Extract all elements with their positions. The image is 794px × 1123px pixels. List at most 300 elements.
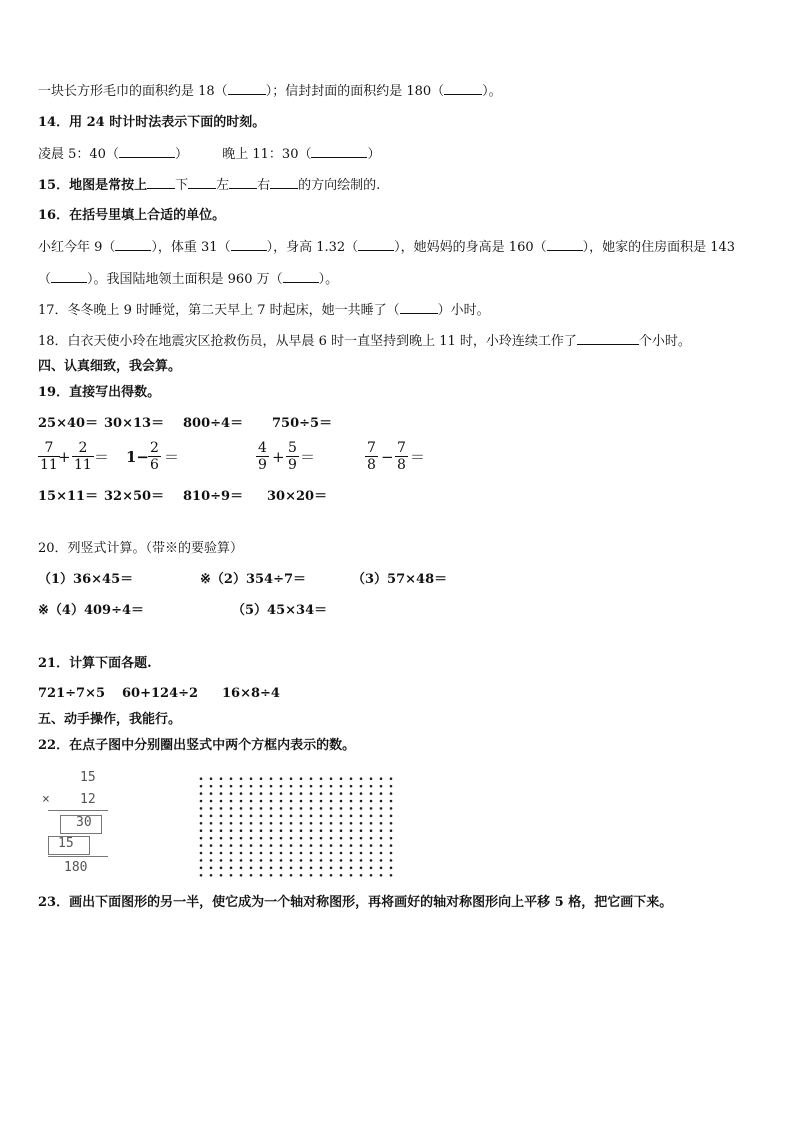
grid-dot[interactable]: [250, 852, 253, 855]
grid-dot[interactable]: [250, 815, 253, 818]
grid-dot[interactable]: [330, 807, 333, 810]
grid-dot[interactable]: [370, 852, 373, 855]
grid-dot[interactable]: [270, 792, 273, 795]
grid-dot[interactable]: [380, 859, 383, 862]
q14-answers: 凌晨 5：40（ ） 晚上 11：30（ ）: [38, 147, 381, 162]
grid-dot[interactable]: [320, 844, 323, 847]
grid-dot[interactable]: [310, 822, 313, 825]
grid-dot[interactable]: [350, 815, 353, 818]
grid-dot[interactable]: [360, 852, 363, 855]
grid-dot[interactable]: [280, 844, 283, 847]
grid-dot[interactable]: [240, 867, 243, 870]
grid-dot[interactable]: [360, 815, 363, 818]
grid-dot[interactable]: [210, 822, 213, 825]
grid-dot[interactable]: [380, 822, 383, 825]
grid-dot[interactable]: [230, 874, 233, 877]
grid-dot[interactable]: [310, 874, 313, 877]
grid-dot[interactable]: [280, 815, 283, 818]
answer-blank[interactable]: [231, 238, 267, 251]
grid-dot[interactable]: [350, 807, 353, 810]
grid-dot[interactable]: [370, 867, 373, 870]
grid-dot[interactable]: [240, 792, 243, 795]
grid-dot[interactable]: [340, 852, 343, 855]
grid-dot[interactable]: [290, 874, 293, 877]
grid-dot[interactable]: [320, 837, 323, 840]
grid-dot[interactable]: [260, 822, 263, 825]
grid-dot[interactable]: [280, 859, 283, 862]
grid-dot[interactable]: [210, 829, 213, 832]
grid-dot[interactable]: [210, 785, 213, 788]
grid-dot[interactable]: [200, 874, 203, 877]
grid-dot[interactable]: [380, 777, 383, 780]
grid-dot[interactable]: [330, 874, 333, 877]
grid-dot[interactable]: [220, 792, 223, 795]
grid-dot[interactable]: [230, 800, 233, 803]
grid-dot[interactable]: [200, 859, 203, 862]
grid-dot[interactable]: [260, 777, 263, 780]
grid-dot[interactable]: [340, 859, 343, 862]
grid-dot[interactable]: [260, 852, 263, 855]
grid-dot[interactable]: [350, 785, 353, 788]
grid-dot[interactable]: [260, 785, 263, 788]
grid-dot[interactable]: [370, 822, 373, 825]
grid-dot[interactable]: [300, 874, 303, 877]
grid-dot[interactable]: [350, 837, 353, 840]
grid-dot[interactable]: [300, 829, 303, 832]
grid-dot[interactable]: [350, 852, 353, 855]
grid-dot[interactable]: [340, 800, 343, 803]
grid-dot[interactable]: [270, 785, 273, 788]
grid-dot[interactable]: [270, 852, 273, 855]
grid-dot[interactable]: [300, 800, 303, 803]
grid-dot[interactable]: [380, 807, 383, 810]
grid-dot[interactable]: [260, 874, 263, 877]
grid-dot[interactable]: [320, 815, 323, 818]
grid-dot[interactable]: [290, 837, 293, 840]
grid-dot[interactable]: [350, 874, 353, 877]
grid-dot[interactable]: [260, 837, 263, 840]
grid-dot[interactable]: [320, 859, 323, 862]
grid-dot[interactable]: [220, 859, 223, 862]
grid-dot[interactable]: [220, 844, 223, 847]
grid-dot[interactable]: [370, 777, 373, 780]
grid-dot[interactable]: [300, 859, 303, 862]
grid-dot[interactable]: [350, 859, 353, 862]
grid-dot[interactable]: [330, 867, 333, 870]
grid-dot[interactable]: [210, 807, 213, 810]
grid-dot[interactable]: [310, 859, 313, 862]
grid-dot[interactable]: [380, 844, 383, 847]
answer-blank[interactable]: [311, 145, 367, 158]
grid-dot[interactable]: [240, 844, 243, 847]
grid-dot[interactable]: [290, 777, 293, 780]
grid-dot[interactable]: [250, 807, 253, 810]
grid-dot[interactable]: [300, 852, 303, 855]
grid-dot[interactable]: [210, 777, 213, 780]
grid-dot[interactable]: [270, 859, 273, 862]
grid-dot[interactable]: [310, 785, 313, 788]
grid-dot[interactable]: [310, 852, 313, 855]
grid-dot[interactable]: [380, 800, 383, 803]
grid-dot[interactable]: [360, 800, 363, 803]
grid-dot[interactable]: [220, 867, 223, 870]
grid-dot[interactable]: [310, 800, 313, 803]
grid-dot[interactable]: [360, 874, 363, 877]
grid-dot[interactable]: [390, 800, 393, 803]
grid-dot[interactable]: [360, 785, 363, 788]
grid-dot[interactable]: [200, 867, 203, 870]
grid-dot[interactable]: [260, 859, 263, 862]
grid-dot[interactable]: [260, 800, 263, 803]
grid-dot[interactable]: [230, 837, 233, 840]
grid-dot[interactable]: [370, 800, 373, 803]
answer-blank[interactable]: [270, 176, 298, 189]
grid-dot[interactable]: [340, 874, 343, 877]
grid-dot[interactable]: [230, 822, 233, 825]
grid-dot[interactable]: [310, 807, 313, 810]
grid-dot[interactable]: [240, 822, 243, 825]
grid-dot[interactable]: [370, 829, 373, 832]
grid-dot[interactable]: [270, 777, 273, 780]
grid-dot[interactable]: [330, 852, 333, 855]
grid-dot[interactable]: [320, 829, 323, 832]
grid-dot[interactable]: [280, 807, 283, 810]
grid-dot[interactable]: [240, 777, 243, 780]
grid-dot[interactable]: [320, 867, 323, 870]
grid-dot[interactable]: [250, 829, 253, 832]
grid-dot[interactable]: [320, 800, 323, 803]
grid-dot[interactable]: [350, 867, 353, 870]
grid-dot[interactable]: [210, 837, 213, 840]
grid-dot[interactable]: [330, 792, 333, 795]
grid-dot[interactable]: [340, 829, 343, 832]
grid-dot[interactable]: [370, 859, 373, 862]
grid-dot[interactable]: [260, 844, 263, 847]
grid-dot[interactable]: [270, 800, 273, 803]
grid-dot[interactable]: [300, 822, 303, 825]
grid-dot[interactable]: [360, 859, 363, 862]
grid-dot[interactable]: [350, 829, 353, 832]
grid-dot[interactable]: [310, 815, 313, 818]
grid-dot[interactable]: [390, 859, 393, 862]
grid-dot[interactable]: [280, 785, 283, 788]
grid-dot[interactable]: [270, 829, 273, 832]
answer-blank[interactable]: [115, 238, 151, 251]
grid-dot[interactable]: [200, 815, 203, 818]
grid-dot[interactable]: [230, 829, 233, 832]
grid-dot[interactable]: [220, 829, 223, 832]
grid-dot[interactable]: [380, 874, 383, 877]
grid-dot[interactable]: [270, 837, 273, 840]
answer-blank[interactable]: [577, 332, 639, 345]
grid-dot[interactable]: [310, 837, 313, 840]
grid-dot[interactable]: [380, 837, 383, 840]
grid-dot[interactable]: [230, 792, 233, 795]
grid-dot[interactable]: [270, 822, 273, 825]
grid-dot[interactable]: [330, 829, 333, 832]
grid-dot[interactable]: [390, 867, 393, 870]
grid-dot[interactable]: [320, 852, 323, 855]
grid-dot[interactable]: [220, 777, 223, 780]
grid-dot[interactable]: [330, 785, 333, 788]
grid-dot[interactable]: [300, 792, 303, 795]
grid-dot[interactable]: [380, 852, 383, 855]
grid-dot[interactable]: [310, 792, 313, 795]
grid-dot[interactable]: [340, 837, 343, 840]
grid-dot[interactable]: [230, 859, 233, 862]
grid-dot[interactable]: [360, 777, 363, 780]
grid-dot[interactable]: [250, 800, 253, 803]
grid-dot[interactable]: [290, 800, 293, 803]
grid-dot[interactable]: [290, 792, 293, 795]
grid-dot[interactable]: [280, 800, 283, 803]
grid-dot[interactable]: [250, 859, 253, 862]
grid-dot[interactable]: [270, 874, 273, 877]
grid-dot[interactable]: [240, 874, 243, 877]
grid-dot[interactable]: [250, 874, 253, 877]
grid-dot[interactable]: [290, 822, 293, 825]
grid-dot[interactable]: [210, 815, 213, 818]
grid-dot[interactable]: [290, 852, 293, 855]
grid-dot[interactable]: [220, 822, 223, 825]
grid-dot[interactable]: [290, 844, 293, 847]
grid-dot[interactable]: [200, 852, 203, 855]
answer-blank[interactable]: [228, 82, 266, 95]
grid-dot[interactable]: [350, 777, 353, 780]
grid-dot[interactable]: [380, 815, 383, 818]
grid-dot[interactable]: [270, 867, 273, 870]
grid-dot[interactable]: [350, 844, 353, 847]
section-4-heading: 四、认真细致，我会算。: [38, 359, 182, 374]
grid-dot[interactable]: [240, 837, 243, 840]
grid-dot[interactable]: [300, 815, 303, 818]
grid-dot[interactable]: [330, 822, 333, 825]
grid-dot[interactable]: [320, 874, 323, 877]
grid-dot[interactable]: [390, 777, 393, 780]
answer-blank[interactable]: [400, 301, 438, 314]
grid-dot[interactable]: [340, 822, 343, 825]
grid-dot[interactable]: [210, 852, 213, 855]
grid-dot[interactable]: [330, 844, 333, 847]
grid-dot[interactable]: [390, 785, 393, 788]
grid-dot[interactable]: [260, 815, 263, 818]
grid-dot[interactable]: [250, 837, 253, 840]
grid-dot[interactable]: [360, 792, 363, 795]
grid-dot[interactable]: [220, 807, 223, 810]
grid-dot[interactable]: [320, 792, 323, 795]
answer-blank[interactable]: [147, 176, 175, 189]
answer-blank[interactable]: [51, 270, 87, 283]
grid-dot[interactable]: [290, 829, 293, 832]
grid-dot[interactable]: [280, 792, 283, 795]
grid-dot[interactable]: [330, 800, 333, 803]
grid-dot[interactable]: [250, 777, 253, 780]
grid-dot[interactable]: [230, 852, 233, 855]
grid-dot[interactable]: [320, 807, 323, 810]
grid-dot[interactable]: [360, 844, 363, 847]
grid-dot[interactable]: [390, 807, 393, 810]
grid-dot[interactable]: [340, 867, 343, 870]
grid-dot[interactable]: [390, 874, 393, 877]
grid-dot[interactable]: [350, 792, 353, 795]
grid-dot[interactable]: [280, 777, 283, 780]
grid-dot[interactable]: [260, 807, 263, 810]
grid-dot[interactable]: [220, 785, 223, 788]
grid-dot[interactable]: [220, 837, 223, 840]
grid-dot[interactable]: [240, 785, 243, 788]
grid-dot[interactable]: [290, 867, 293, 870]
grid-dot[interactable]: [240, 800, 243, 803]
grid-dot[interactable]: [340, 785, 343, 788]
grid-dot[interactable]: [200, 777, 203, 780]
grid-dot[interactable]: [210, 844, 213, 847]
grid-dot[interactable]: [300, 844, 303, 847]
answer-blank[interactable]: [119, 145, 175, 158]
grid-dot[interactable]: [240, 829, 243, 832]
grid-dot[interactable]: [240, 815, 243, 818]
grid-dot[interactable]: [370, 785, 373, 788]
grid-dot[interactable]: [250, 867, 253, 870]
grid-dot[interactable]: [240, 852, 243, 855]
grid-dot[interactable]: [210, 800, 213, 803]
grid-dot[interactable]: [300, 867, 303, 870]
grid-dot[interactable]: [390, 829, 393, 832]
grid-dot[interactable]: [260, 829, 263, 832]
grid-dot[interactable]: [310, 829, 313, 832]
grid-dot[interactable]: [330, 837, 333, 840]
grid-dot[interactable]: [200, 807, 203, 810]
grid-dot[interactable]: [310, 867, 313, 870]
q15-line: 15．地图是常按上 下 左 右 的方向绘制的.: [38, 178, 381, 193]
grid-dot[interactable]: [290, 815, 293, 818]
grid-dot[interactable]: [370, 815, 373, 818]
grid-dot[interactable]: [320, 822, 323, 825]
grid-dot[interactable]: [250, 844, 253, 847]
grid-dot[interactable]: [220, 815, 223, 818]
grid-dot[interactable]: [320, 777, 323, 780]
grid-dot[interactable]: [300, 807, 303, 810]
grid-dot[interactable]: [260, 867, 263, 870]
dot-grid[interactable]: [196, 775, 396, 879]
grid-dot[interactable]: [330, 777, 333, 780]
answer-blank[interactable]: [547, 238, 583, 251]
grid-dot[interactable]: [350, 822, 353, 825]
grid-dot[interactable]: [270, 807, 273, 810]
grid-dot[interactable]: [390, 822, 393, 825]
answer-blank[interactable]: [188, 176, 216, 189]
grid-dot[interactable]: [390, 815, 393, 818]
grid-dot[interactable]: [210, 874, 213, 877]
grid-dot[interactable]: [200, 822, 203, 825]
grid-dot[interactable]: [220, 852, 223, 855]
grid-dot[interactable]: [380, 785, 383, 788]
grid-dot[interactable]: [230, 785, 233, 788]
grid-dot[interactable]: [230, 777, 233, 780]
grid-dot[interactable]: [320, 785, 323, 788]
grid-dot[interactable]: [240, 859, 243, 862]
grid-dot[interactable]: [330, 815, 333, 818]
grid-dot[interactable]: [300, 837, 303, 840]
grid-dot[interactable]: [310, 777, 313, 780]
grid-dot[interactable]: [280, 829, 283, 832]
grid-dot[interactable]: [390, 837, 393, 840]
grid-dot[interactable]: [300, 777, 303, 780]
grid-dot[interactable]: [340, 807, 343, 810]
grid-dot[interactable]: [220, 800, 223, 803]
grid-dot[interactable]: [210, 867, 213, 870]
grid-dot[interactable]: [220, 874, 223, 877]
grid-dot[interactable]: [310, 844, 313, 847]
grid-dot[interactable]: [300, 785, 303, 788]
grid-dot[interactable]: [200, 785, 203, 788]
grid-dot[interactable]: [390, 844, 393, 847]
grid-dot[interactable]: [370, 837, 373, 840]
grid-dot[interactable]: [210, 792, 213, 795]
grid-dot[interactable]: [200, 844, 203, 847]
grid-dot[interactable]: [250, 792, 253, 795]
grid-dot[interactable]: [200, 829, 203, 832]
grid-dot[interactable]: [240, 807, 243, 810]
grid-dot[interactable]: [350, 800, 353, 803]
grid-dot[interactable]: [260, 792, 263, 795]
grid-dot[interactable]: [280, 837, 283, 840]
answer-blank[interactable]: [444, 82, 482, 95]
grid-dot[interactable]: [200, 792, 203, 795]
grid-dot[interactable]: [230, 815, 233, 818]
grid-dot[interactable]: [370, 874, 373, 877]
grid-dot[interactable]: [360, 807, 363, 810]
grid-dot[interactable]: [280, 852, 283, 855]
grid-dot[interactable]: [230, 807, 233, 810]
grid-dot[interactable]: [230, 867, 233, 870]
grid-dot[interactable]: [360, 822, 363, 825]
grid-dot[interactable]: [280, 822, 283, 825]
grid-dot[interactable]: [230, 844, 233, 847]
grid-dot[interactable]: [340, 777, 343, 780]
grid-dot[interactable]: [250, 822, 253, 825]
grid-dot[interactable]: [290, 859, 293, 862]
grid-dot[interactable]: [360, 867, 363, 870]
grid-dot[interactable]: [280, 867, 283, 870]
answer-blank[interactable]: [358, 238, 394, 251]
grid-dot[interactable]: [290, 785, 293, 788]
grid-dot[interactable]: [370, 844, 373, 847]
grid-dot[interactable]: [360, 837, 363, 840]
grid-dot[interactable]: [280, 874, 283, 877]
grid-dot[interactable]: [370, 807, 373, 810]
answer-blank[interactable]: [283, 270, 319, 283]
grid-dot[interactable]: [270, 815, 273, 818]
grid-dot[interactable]: [390, 852, 393, 855]
grid-dot[interactable]: [370, 792, 373, 795]
grid-dot[interactable]: [380, 867, 383, 870]
grid-dot[interactable]: [200, 800, 203, 803]
grid-dot[interactable]: [270, 844, 273, 847]
grid-dot[interactable]: [360, 829, 363, 832]
grid-dot[interactable]: [290, 807, 293, 810]
grid-dot[interactable]: [340, 815, 343, 818]
grid-dot[interactable]: [250, 785, 253, 788]
grid-dot[interactable]: [340, 844, 343, 847]
grid-dot[interactable]: [340, 792, 343, 795]
grid-dot[interactable]: [210, 859, 213, 862]
grid-dot[interactable]: [380, 829, 383, 832]
grid-dot[interactable]: [330, 859, 333, 862]
answer-blank[interactable]: [229, 176, 257, 189]
grid-dot[interactable]: [200, 837, 203, 840]
grid-dot[interactable]: [380, 792, 383, 795]
grid-dot[interactable]: [390, 792, 393, 795]
